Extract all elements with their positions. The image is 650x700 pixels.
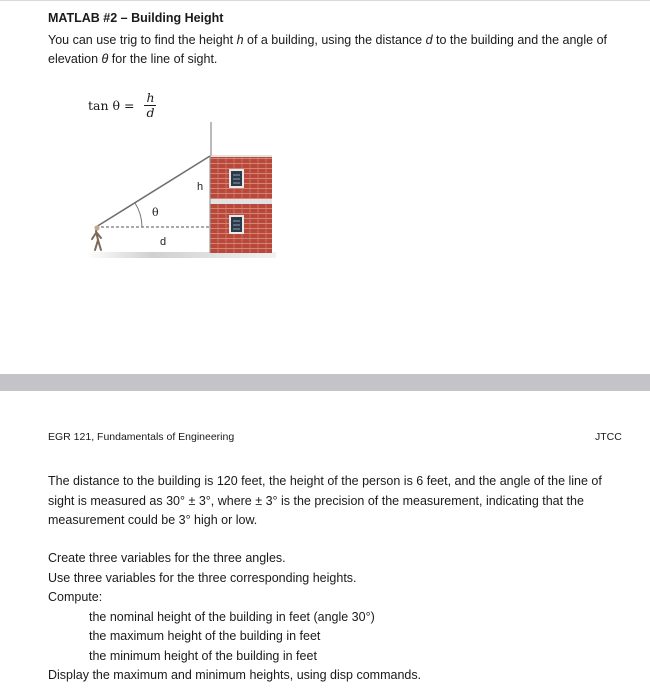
building-diagram <box>86 119 276 264</box>
compute-item: the minimum height of the building in feet <box>89 648 317 663</box>
angle-arc <box>135 203 142 227</box>
instruction-closing: Display the maximum and minimum heights, using disp commands. <box>48 668 422 682</box>
building <box>210 156 272 253</box>
intro-part: for the line of sight. <box>108 52 218 66</box>
problem-paragraph: The distance to the building is 120 feet, the height of the person is 6 feet, and the angle of the line of sight is measured as 30° ± 3°, where ± 3° is the precision of the measurement, indicating that the measurement could be 3° high or low. <box>48 474 602 527</box>
tangent-formula <box>88 89 156 121</box>
person-figure <box>92 225 101 250</box>
intro-part: of a building, using the distance <box>243 33 426 47</box>
intro-part: to the building and the angle of elevation <box>48 33 607 66</box>
instruction-line: Use three variables for the three corresponding heights. <box>48 570 357 585</box>
intro-part: You can use trig to find the height <box>48 33 237 47</box>
height-label: h <box>197 181 204 193</box>
instruction-line: Create three variables for the three angles. <box>48 551 286 565</box>
footer-course: EGR 121, Fundamentals of Engineering <box>48 431 235 443</box>
formula-fraction <box>144 91 156 120</box>
intro-text <box>48 31 633 69</box>
formula-numerator: h <box>146 89 155 105</box>
page-title: MATLAB #2 – Building Height <box>48 11 224 25</box>
page-divider <box>0 374 650 391</box>
instruction-line: Compute: <box>48 590 103 604</box>
formula-lhs: tan θ = <box>88 97 135 113</box>
compute-item: the maximum height of the building in feet <box>89 629 321 643</box>
building-height-figure <box>86 119 276 264</box>
intro-var-theta: θ <box>101 52 109 66</box>
formula-denominator: d <box>146 104 155 120</box>
footer-school: JTCC <box>595 431 622 443</box>
distance-label: d <box>160 236 167 248</box>
angle-label: θ <box>152 206 159 219</box>
instruction-list <box>48 549 628 686</box>
intro-var-h: h <box>236 33 244 47</box>
compute-item: the nominal height of the building in feet (angle 30°) <box>89 609 375 624</box>
intro-var-d: d <box>425 33 433 47</box>
